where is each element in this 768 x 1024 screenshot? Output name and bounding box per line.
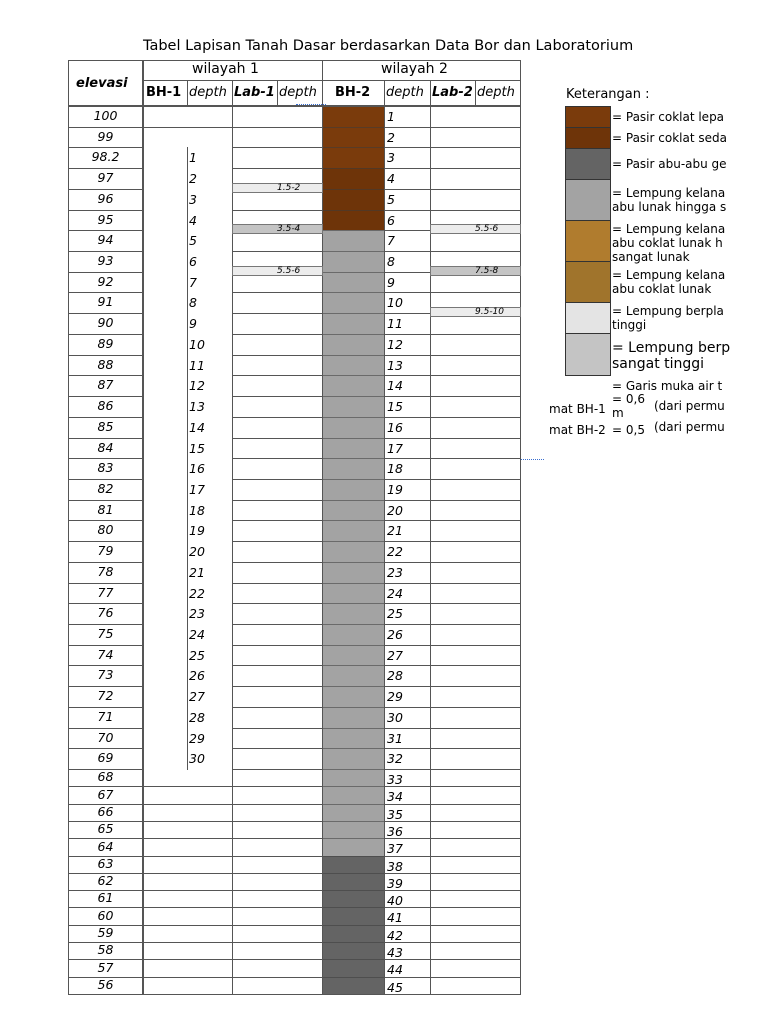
lab2-cell (430, 907, 521, 926)
elevation-cell: 88 (68, 355, 143, 376)
mat-bh1-unit: m (612, 406, 624, 420)
elevation-cell: 56 (68, 977, 143, 995)
bh2-depth-label: 26 (387, 627, 403, 642)
bh2-depth-label: 44 (387, 962, 403, 977)
bh1-depth-label: 24 (189, 627, 205, 642)
bh1-depth-label: 25 (189, 648, 205, 663)
lab2-cell (430, 769, 521, 787)
lab1-cell (232, 396, 323, 418)
lab1-cell (232, 292, 323, 314)
lab2-cell (430, 520, 521, 542)
bh2-depth-label: 40 (387, 893, 403, 908)
legend-label: sangat lunak (612, 250, 690, 264)
lab2-cell (430, 106, 521, 128)
bh1-depth-label: 16 (189, 461, 205, 476)
bh1-depth-label: 27 (189, 689, 205, 704)
lab2-cell (430, 168, 521, 190)
lab2-cell (430, 748, 521, 770)
bh2-depth-label: 1 (387, 109, 395, 124)
bh1-empty-cell (143, 959, 233, 978)
bh1-depth-label: 22 (189, 586, 205, 601)
lab2-cell (430, 873, 521, 891)
lab2-cell (430, 728, 521, 749)
legend-label: = Lempung berp (612, 340, 731, 356)
lab1-cell (232, 417, 323, 439)
bh2-depth-label: 45 (387, 980, 403, 995)
lab1-cell (232, 458, 323, 480)
bh2-depth-label: 35 (387, 807, 403, 822)
elevation-cell: 57 (68, 959, 143, 978)
legend-label: tinggi (612, 318, 647, 332)
lab2-sample: 5.5-6 (430, 224, 521, 234)
bh1-depth-label: 18 (189, 503, 205, 518)
lab1-cell (232, 977, 323, 995)
bh2-depth-label: 22 (387, 544, 403, 559)
bh2-depth-label: 34 (387, 789, 403, 804)
legend-swatch (565, 106, 611, 128)
elevation-cell: 68 (68, 769, 143, 787)
elevation-cell: 61 (68, 890, 143, 908)
lab1-cell (232, 769, 323, 787)
depth1-header: depth (189, 85, 227, 100)
lab1-sample: 5.5-6 (232, 266, 323, 276)
lab1-cell (232, 334, 323, 356)
lab1-cell (232, 313, 323, 335)
lab1-cell (232, 707, 323, 729)
elevation-cell: 90 (68, 313, 143, 335)
lab1-cell (232, 127, 323, 148)
lab1-cell (232, 728, 323, 749)
bh1-depth-label: 13 (189, 399, 205, 414)
lab2-cell (430, 479, 521, 501)
elevation-cell: 91 (68, 292, 143, 314)
bh1-depth-label: 6 (189, 254, 197, 269)
elevation-cell: 70 (68, 728, 143, 749)
bh1-empty-cell (143, 769, 233, 787)
bh2-depth-label: 9 (387, 275, 395, 290)
bh2-depth-label: 19 (387, 482, 403, 497)
wilayah2-label: wilayah 2 (381, 61, 448, 77)
lab1-cell (232, 147, 323, 169)
bh1-empty-cell (143, 804, 233, 822)
elevation-cell: 67 (68, 786, 143, 805)
bh1-depth-label: 7 (189, 275, 197, 290)
legend-label: = Lempung kelana (612, 222, 726, 236)
bh2-depth-label: 17 (387, 441, 403, 456)
bh1-empty-cell (143, 977, 233, 995)
lab2-cell (430, 890, 521, 908)
lab2-cell (430, 189, 521, 211)
elevation-cell: 83 (68, 458, 143, 480)
elevation-cell: 95 (68, 210, 143, 231)
bh2-depth-label: 24 (387, 586, 403, 601)
lab2-cell (430, 707, 521, 729)
bh2-depth-label: 30 (387, 710, 403, 725)
mat-bh2-note: (dari permu (654, 420, 725, 434)
bh2-column-border (322, 106, 385, 995)
legend-label: = Lempung kelana (612, 268, 726, 282)
elevation-cell: 99 (68, 127, 143, 148)
bh1-depth-label: 9 (189, 316, 197, 331)
lab2-cell (430, 583, 521, 604)
lab2-cell (430, 438, 521, 459)
lab2-cell (430, 977, 521, 995)
lab1-cell (232, 479, 323, 501)
bh1-empty-cell (143, 890, 233, 908)
bh2-depth-label: 37 (387, 841, 403, 856)
legend-label: = Pasir abu-abu ge (612, 157, 727, 171)
elevation-cell: 82 (68, 479, 143, 501)
legend-label: sangat tinggi (612, 356, 705, 372)
lab1-cell (232, 645, 323, 666)
bh1-column (143, 147, 188, 770)
bh2-depth-label: 39 (387, 876, 403, 891)
bh2-depth-label: 8 (387, 254, 395, 269)
bh2-depth-label: 38 (387, 859, 403, 874)
bh2-depth-label: 3 (387, 150, 395, 165)
bh2-depth-label: 27 (387, 648, 403, 663)
bh2-depth-label: 25 (387, 606, 403, 621)
bh2-depth-label: 5 (387, 192, 395, 207)
bh2-depth-label: 41 (387, 910, 403, 925)
elevation-cell: 58 (68, 942, 143, 960)
elevation-cell: 93 (68, 251, 143, 273)
bh2-depth-label: 21 (387, 523, 403, 538)
bh2-depth-label: 33 (387, 772, 403, 787)
bh1-depth-label: 4 (189, 213, 197, 228)
mat-bh1-note: (dari permu (654, 399, 725, 413)
lab2-sample: 9.5-10 (430, 307, 521, 317)
lab1-cell (232, 890, 323, 908)
bh1-depth-label: 29 (189, 731, 205, 746)
bh1-depth-label: 11 (189, 358, 205, 373)
lab2-cell (430, 665, 521, 687)
lab1-cell (232, 804, 323, 822)
bh2-depth-label: 16 (387, 420, 403, 435)
bh1-empty-cell (143, 838, 233, 857)
legend-label: = Pasir coklat seda (612, 131, 727, 145)
bh2-depth-label: 4 (387, 171, 395, 186)
wilayah1-label: wilayah 1 (192, 61, 259, 77)
lab2-cell (430, 603, 521, 625)
bh2-depth-label: 42 (387, 928, 403, 943)
elevation-cell: 64 (68, 838, 143, 857)
lab1-cell (232, 624, 323, 646)
lab2-cell (430, 500, 521, 521)
legend-swatch (565, 261, 611, 303)
lab1-sample: 3.5-4 (232, 224, 323, 234)
lab1-cell (232, 873, 323, 891)
legend-label: abu coklat lunak h (612, 236, 723, 250)
legend-swatch (565, 220, 611, 262)
legend-title: Keterangan : (566, 87, 650, 102)
bh1-depth-label: 5 (189, 233, 197, 248)
bh1-depth-label: 21 (189, 565, 205, 580)
bh1-depth-label: 19 (189, 523, 205, 538)
bh1-empty-cell (143, 942, 233, 960)
lab1-cell (232, 786, 323, 805)
lab1-cell (232, 603, 323, 625)
legend-label: = Lempung berpla (612, 304, 724, 318)
lab2-cell (430, 355, 521, 376)
lab2-header: Lab-2 (432, 85, 473, 100)
lab1-cell (232, 821, 323, 839)
page-title: Tabel Lapisan Tanah Dasar berdasarkan Data Bor dan Laboratorium (143, 38, 634, 54)
elevation-cell: 60 (68, 907, 143, 926)
lab1-cell (232, 907, 323, 926)
lab1-cell (232, 106, 323, 128)
lab2-cell (430, 856, 521, 874)
elevation-cell: 87 (68, 375, 143, 397)
elevation-cell: 80 (68, 520, 143, 542)
lab1-cell (232, 500, 323, 521)
lab1-cell (232, 438, 323, 459)
bh1-depth-label: 12 (189, 378, 205, 393)
bh2-depth-label: 31 (387, 731, 403, 746)
elevation-cell: 66 (68, 804, 143, 822)
bh1-depth-label: 30 (189, 751, 205, 766)
lab1-cell (232, 925, 323, 943)
lab1-cell (232, 583, 323, 604)
elevation-cell: 63 (68, 856, 143, 874)
elevation-cell: 72 (68, 686, 143, 708)
legend-label: = Lempung kelana (612, 186, 726, 200)
lab2-cell (430, 147, 521, 169)
lab1-cell (232, 562, 323, 584)
elevation-cell: 89 (68, 334, 143, 356)
elevation-cell: 79 (68, 541, 143, 563)
lab1-cell (232, 665, 323, 687)
bh2-depth-label: 6 (387, 213, 395, 228)
lab2-cell (430, 804, 521, 822)
bh1-depth-label: 14 (189, 420, 205, 435)
elevation-cell: 84 (68, 438, 143, 459)
legend-swatch (565, 127, 611, 149)
elevation-cell: 73 (68, 665, 143, 687)
lab2-cell (430, 959, 521, 978)
mat-bh1-value: = 0,6 (612, 392, 645, 406)
lab1-cell (232, 686, 323, 708)
lab1-cell (232, 748, 323, 770)
lab1-cell (232, 541, 323, 563)
bh2-depth-label: 28 (387, 668, 403, 683)
bh1-empty-cell (143, 925, 233, 943)
bh2-header: BH-2 (335, 85, 371, 100)
legend-swatch (565, 179, 611, 221)
bh2-depth-label: 2 (387, 130, 395, 145)
elevation-cell: 59 (68, 925, 143, 943)
bh1-empty-cell (143, 106, 233, 128)
elevation-cell: 94 (68, 230, 143, 252)
bh2-depth-label: 23 (387, 565, 403, 580)
depth2-header: depth (386, 85, 424, 100)
lab2-cell (430, 375, 521, 397)
lab2-cell (430, 838, 521, 857)
lab1-cell (232, 959, 323, 978)
bh1-empty-cell (143, 856, 233, 874)
bh1-depth-label: 1 (189, 150, 197, 165)
lab2-cell (430, 686, 521, 708)
lab1-header: Lab-1 (234, 85, 275, 100)
bh1-depth-label: 23 (189, 606, 205, 621)
bh1-depth-label: 10 (189, 337, 205, 352)
legend-swatch (565, 302, 611, 334)
lab1-cell (232, 520, 323, 542)
water-line-label: = Garis muka air t (612, 379, 723, 393)
lab2-cell (430, 396, 521, 418)
elevation-cell: 69 (68, 748, 143, 770)
bh2-depth-label: 32 (387, 751, 403, 766)
lab1-cell (232, 838, 323, 857)
bh2-depth-label: 10 (387, 295, 403, 310)
bh1-depth-label: 8 (189, 295, 197, 310)
bh1-depth-label: 2 (189, 171, 197, 186)
bh1-depth-label: 17 (189, 482, 205, 497)
lab2-cell (430, 334, 521, 356)
bh1-empty-cell (143, 873, 233, 891)
lab2-cell (430, 786, 521, 805)
water-dotted-line-top (296, 104, 326, 105)
lab2-cell (430, 458, 521, 480)
lab1-cell (232, 375, 323, 397)
bh2-depth-label: 29 (387, 689, 403, 704)
elevation-cell: 65 (68, 821, 143, 839)
bh1-empty-cell (143, 907, 233, 926)
lab2-cell (430, 562, 521, 584)
elevation-cell: 98.2 (68, 147, 143, 169)
lab1-cell (232, 355, 323, 376)
bh2-depth-label: 13 (387, 358, 403, 373)
bh2-depth-label: 15 (387, 399, 403, 414)
lab1-sample: 1.5-2 (232, 183, 323, 193)
elevation-cell: 97 (68, 168, 143, 190)
legend-label: abu lunak hingga s (612, 200, 727, 214)
lab2-cell (430, 645, 521, 666)
lab2-cell (430, 821, 521, 839)
mat-bh1-label: mat BH-1 (549, 402, 606, 416)
elevation-cell: 71 (68, 707, 143, 729)
bh2-depth-label: 18 (387, 461, 403, 476)
bh1-depth-label: 3 (189, 192, 197, 207)
lab2-cell (430, 925, 521, 943)
elevation-cell: 96 (68, 189, 143, 211)
lab2-cell (430, 127, 521, 148)
elevation-cell: 86 (68, 396, 143, 418)
bh2-depth-label: 20 (387, 503, 403, 518)
bh1-empty-cell (143, 821, 233, 839)
bh2-depth-label: 14 (387, 378, 403, 393)
legend-swatch (565, 148, 611, 180)
lab2-cell (430, 541, 521, 563)
bh2-depth-label: 36 (387, 824, 403, 839)
lab1-depth-header: depth (279, 85, 317, 100)
bh1-depth-label: 20 (189, 544, 205, 559)
bh1-empty-cell (143, 786, 233, 805)
mat-bh2-label: mat BH-2 (549, 423, 606, 437)
mat-bh2-value: = 0,5 (612, 423, 645, 437)
lab2-depth-header: depth (477, 85, 515, 100)
elevation-cell: 81 (68, 500, 143, 521)
bh1-empty-cell (143, 127, 233, 148)
elevation-cell: 76 (68, 603, 143, 625)
bh1-depth-label: 28 (189, 710, 205, 725)
elevation-cell: 100 (68, 106, 143, 128)
lab2-cell (430, 942, 521, 960)
elevation-cell: 92 (68, 272, 143, 293)
lab2-cell (430, 624, 521, 646)
legend-swatch (565, 333, 611, 376)
bh1-header: BH-1 (146, 85, 182, 100)
elevation-cell: 62 (68, 873, 143, 891)
elevation-cell: 77 (68, 583, 143, 604)
lab1-cell (232, 942, 323, 960)
elevation-cell: 75 (68, 624, 143, 646)
elevation-cell: 74 (68, 645, 143, 666)
bh2-depth-label: 12 (387, 337, 403, 352)
elevasi-header-label: elevasi (76, 76, 128, 91)
lab1-cell (232, 856, 323, 874)
bh1-depth-label: 15 (189, 441, 205, 456)
bh1-depth-label: 26 (189, 668, 205, 683)
bh2-depth-label: 7 (387, 233, 395, 248)
bh2-depth-label: 43 (387, 945, 403, 960)
elevation-cell: 78 (68, 562, 143, 584)
bh2-depth-label: 11 (387, 316, 403, 331)
lab2-cell (430, 417, 521, 439)
legend-label: abu coklat lunak (612, 282, 712, 296)
elevation-cell: 85 (68, 417, 143, 439)
legend-label: = Pasir coklat lepa (612, 110, 725, 124)
lab2-sample: 7.5-8 (430, 266, 521, 276)
